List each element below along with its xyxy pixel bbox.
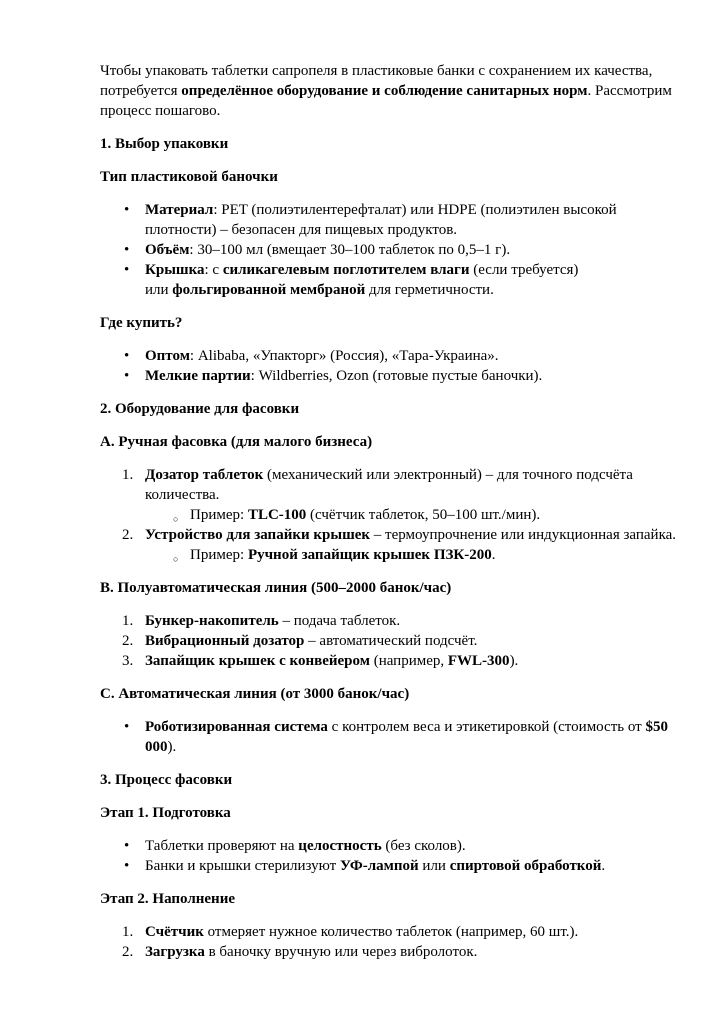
bold-text-run: Этап 2. Наполнение <box>100 891 235 907</box>
text-run: (счётчик таблеток, 50–100 шт./мин). <box>306 507 541 523</box>
auto-line-list <box>100 717 680 757</box>
sub-bullet-list <box>145 505 680 525</box>
bold-text-run: Этап 1. Подготовка <box>100 805 231 821</box>
bold-text-run: 1. Выбор упаковки <box>100 136 229 152</box>
auto-line-heading <box>100 684 680 704</box>
numbered-item <box>145 651 680 671</box>
bold-text-run: $50 000 <box>145 719 668 755</box>
semiauto-line-list <box>100 611 680 671</box>
bold-text-run: Где купить? <box>100 315 183 331</box>
text-run: Чтобы упаковать таблетки сапропеля в пластиковые банки с сохранением их качества, потребуется <box>100 63 653 99</box>
intro-paragraph <box>100 61 680 121</box>
bold-text-run: FWL-300 <box>447 653 510 669</box>
bold-text-run: Мелкие партии <box>145 368 251 384</box>
text-run: с контролем веса и этикетировкой (стоимость от <box>327 719 646 735</box>
stage-1-heading <box>100 803 680 823</box>
bold-text-run: C. Автоматическая линия (от 3000 банок/час) <box>100 686 410 702</box>
bold-text-run: фольгированной мембраной <box>172 282 366 298</box>
bullet-item <box>145 717 680 757</box>
numbered-item <box>145 631 680 651</box>
text-run: – подача таблеток. <box>278 613 401 629</box>
bold-text-run: Крышка <box>145 262 205 278</box>
bullet-item <box>145 346 680 366</box>
bold-text-run: Тип пластиковой баночки <box>100 169 278 185</box>
bold-text-run: B. Полуавтоматическая линия (500–2000 банок/час) <box>100 580 452 596</box>
text-run: Пример: <box>190 547 248 563</box>
text-run: ). <box>167 739 177 755</box>
bold-text-run: Запайщик крышек с конвейером <box>145 653 370 669</box>
manual-line-list <box>100 465 680 565</box>
numbered-item <box>145 942 680 962</box>
bullet-item <box>145 836 680 856</box>
bold-text-run: Материал <box>145 202 214 218</box>
bold-text-run: Устройство для запайки крышек <box>145 527 371 543</box>
stage-2-heading <box>100 889 680 909</box>
text-run: или <box>418 858 450 874</box>
sub-bullet-item <box>190 545 680 565</box>
text-run: Банки и крышки стерилизуют <box>145 858 340 874</box>
section-2-heading <box>100 399 680 419</box>
bold-text-run: Счётчик <box>145 924 204 940</box>
bold-text-run: определённое оборудование и соблюдение санитарных норм <box>181 83 588 99</box>
stage-2-list <box>100 922 680 962</box>
text-run: (если требуется) <box>469 262 579 278</box>
numbered-item <box>145 611 680 631</box>
semiauto-line-heading <box>100 578 680 598</box>
sub-bullet-item <box>190 505 680 525</box>
bold-text-run: Оптом <box>145 348 190 364</box>
numbered-item <box>145 525 680 565</box>
jar-specs-list <box>100 200 680 300</box>
text-run: отмеряет нужное количество таблеток (например, 60 шт.). <box>203 924 579 940</box>
bold-text-run: силикагелевым поглотителем влаги <box>222 262 470 278</box>
bold-text-run: Дозатор таблеток <box>145 467 264 483</box>
numbered-item <box>145 465 680 525</box>
section-3-heading <box>100 770 680 790</box>
text-run: : Wildberries, Ozon (готовые пустые баночки). <box>250 368 543 384</box>
document-content <box>100 61 680 962</box>
bold-text-run: Роботизированная система <box>145 719 328 735</box>
bullet-item <box>145 200 680 240</box>
bold-text-run: Объём <box>145 242 190 258</box>
text-run: – автоматический подсчёт. <box>304 633 478 649</box>
bold-text-run: Загрузка <box>145 944 205 960</box>
manual-line-heading <box>100 432 680 452</box>
jar-type-heading <box>100 167 680 187</box>
bold-text-run: TLC-100 <box>247 507 307 523</box>
text-run: Пример: <box>190 507 248 523</box>
bold-text-run: Бункер-накопитель <box>145 613 279 629</box>
text-run: (например, <box>369 653 448 669</box>
numbered-item <box>145 922 680 942</box>
text-run: или <box>145 282 173 298</box>
bold-text-run: А. Ручная фасовка (для малого бизнеса) <box>100 434 373 450</box>
text-run: (механический или электронный) – для точного подсчёта количества. <box>145 467 633 503</box>
text-run: в баночку вручную или через вибролоток. <box>204 944 478 960</box>
bullet-item <box>145 240 680 260</box>
section-1-heading <box>100 134 680 154</box>
bold-text-run: целостность <box>298 838 382 854</box>
text-run: (без сколов). <box>381 838 466 854</box>
bold-text-run: 3. Процесс фасовки <box>100 772 233 788</box>
text-run: : 30–100 мл (вмещает 30–100 таблеток по 0,5–1 г). <box>189 242 511 258</box>
stage-1-list <box>100 836 680 876</box>
bold-text-run: Ручной запайщик крышек ПЗК-200 <box>247 547 492 563</box>
bullet-item <box>145 366 680 386</box>
bold-text-run: 2. Оборудование для фасовки <box>100 401 300 417</box>
sub-bullet-list <box>145 545 680 565</box>
where-to-buy-heading <box>100 313 680 333</box>
bold-text-run: спиртовой обработкой <box>449 858 602 874</box>
bold-text-run: УФ-лампой <box>339 858 419 874</box>
text-run: для герметичности. <box>365 282 494 298</box>
where-to-buy-list <box>100 346 680 386</box>
text-run: : Alibaba, «Упакторг» (Россия), «Тара-Украина». <box>189 348 499 364</box>
text-run: . <box>491 547 496 563</box>
text-run: . Рассмотрим процесс пошагово. <box>100 83 672 119</box>
text-run: : с <box>204 262 223 278</box>
text-run: Таблетки проверяют на <box>145 838 299 854</box>
bullet-item <box>145 260 680 300</box>
bold-text-run: Вибрационный дозатор <box>145 633 305 649</box>
text-run: – термоупрочнение или индукционная запайка. <box>370 527 677 543</box>
text-run: . <box>601 858 606 874</box>
text-run: ). <box>509 653 519 669</box>
text-run: : PET (полиэтилентерефталат) или HDPE (полиэтилен высокой плотности) – безопасен для пищевых продуктов. <box>145 202 617 238</box>
bullet-item <box>145 856 680 876</box>
